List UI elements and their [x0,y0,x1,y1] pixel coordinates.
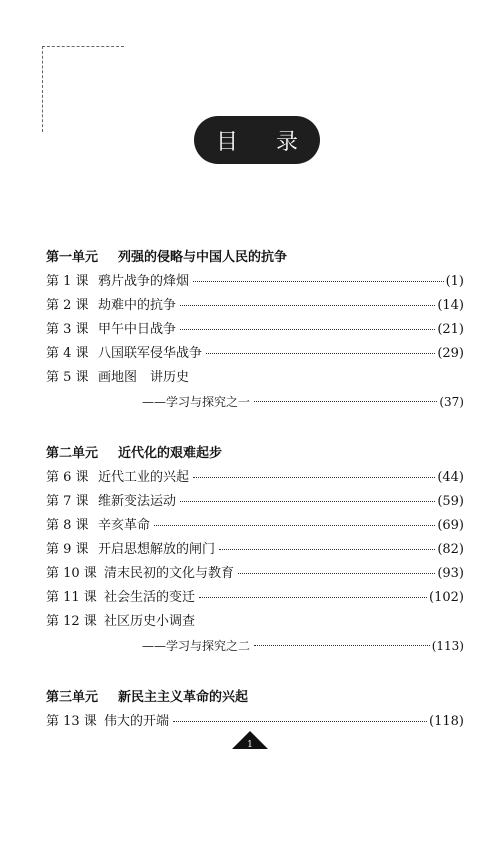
lesson-title: 画地图 讲历史 [98,370,190,385]
lesson-number: 第 2 课 [46,298,89,313]
toc-entry[interactable] [46,586,464,610]
lesson-title: 辛亥革命 [98,518,151,533]
dot-leader [154,525,435,526]
toc-entry-subtitle[interactable] [46,390,464,414]
dot-leader [180,305,435,306]
unit-label: 第二单元 [46,446,99,461]
page-ref: (44) [437,470,464,485]
lesson-title: 甲午中日战争 [98,322,177,337]
lesson-title: 维新变法运动 [98,494,177,509]
page-ref: (93) [437,566,464,581]
unit-label: 第三单元 [46,690,99,705]
corner-mark-vertical [42,46,43,132]
toc-entry[interactable] [46,318,464,342]
lesson-title: 八国联军侵华战争 [98,346,203,361]
lesson-number: 第 7 课 [46,494,89,509]
dot-leader [238,573,435,574]
dot-leader [173,721,427,722]
page-number-marker [230,729,270,751]
toc-title-char-2: 录 [276,129,299,155]
toc-entry[interactable] [46,610,464,634]
toc-entry[interactable] [46,294,464,318]
page-ref: (69) [437,518,464,533]
toc-entry[interactable] [46,538,464,562]
lesson-title: 开启思想解放的闸门 [98,542,216,557]
toc-title-char-1: 目 [215,129,238,155]
dot-leader [180,329,435,330]
page-ref: (21) [437,322,464,337]
unit-heading-1 [46,246,464,270]
toc-entry-subtitle[interactable] [46,634,464,658]
lesson-subtitle: ——学习与探究之一 [142,395,251,409]
toc-entry[interactable] [46,514,464,538]
lesson-title: 近代工业的兴起 [98,470,190,485]
toc-entry[interactable] [46,466,464,490]
page-number: 1 [247,740,253,750]
unit-heading-3 [46,686,464,710]
page-ref: (118) [429,714,464,729]
page-ref: (14) [437,298,464,313]
page-ref: (59) [437,494,464,509]
toc-entry[interactable] [46,270,464,294]
unit-title: 列强的侵略与中国人民的抗争 [118,250,288,265]
dot-leader [180,501,435,502]
lesson-number: 第 10 课 [46,566,97,581]
unit-title: 近代化的艰难起步 [118,446,223,461]
lesson-number: 第 13 课 [46,714,97,729]
dot-leader [193,281,444,282]
dot-leader [206,353,435,354]
lesson-subtitle: ——学习与探究之二 [142,639,251,653]
toc-entry[interactable] [46,342,464,366]
lesson-title: 劫难中的抗争 [98,298,177,313]
lesson-number: 第 12 课 [46,614,97,629]
lesson-title: 社区历史小调查 [104,614,196,629]
lesson-number: 第 9 课 [46,542,89,557]
page-ref: (1) [445,274,464,289]
dot-leader [193,477,435,478]
lesson-title: 伟大的开端 [104,714,170,729]
lesson-number: 第 8 课 [46,518,89,533]
toc-entry[interactable] [46,490,464,514]
unit-title: 新民主主义革命的兴起 [118,690,249,705]
unit-heading-2 [46,442,464,466]
dot-leader [219,549,435,550]
page-ref: (29) [437,346,464,361]
lesson-title: 鸦片战争的烽烟 [98,274,190,289]
page-ref: (37) [439,395,464,409]
toc-title-badge [194,116,320,164]
toc-entry[interactable] [46,366,464,390]
corner-mark-horizontal [42,46,124,47]
page-ref: (113) [431,639,464,653]
lesson-number: 第 3 课 [46,322,89,337]
toc-entry[interactable] [46,562,464,586]
lesson-title: 社会生活的变迁 [104,590,196,605]
table-of-contents [46,246,464,734]
lesson-number: 第 1 课 [46,274,89,289]
lesson-number: 第 11 课 [46,590,97,605]
dot-leader [254,401,437,402]
dot-leader [254,645,430,646]
lesson-number: 第 5 课 [46,370,89,385]
lesson-title: 清末民初的文化与教育 [104,566,235,581]
dot-leader [199,597,427,598]
page-ref: (102) [429,590,464,605]
unit-label: 第一单元 [46,250,99,265]
lesson-number: 第 4 课 [46,346,89,361]
lesson-number: 第 6 课 [46,470,89,485]
page-ref: (82) [437,542,464,557]
